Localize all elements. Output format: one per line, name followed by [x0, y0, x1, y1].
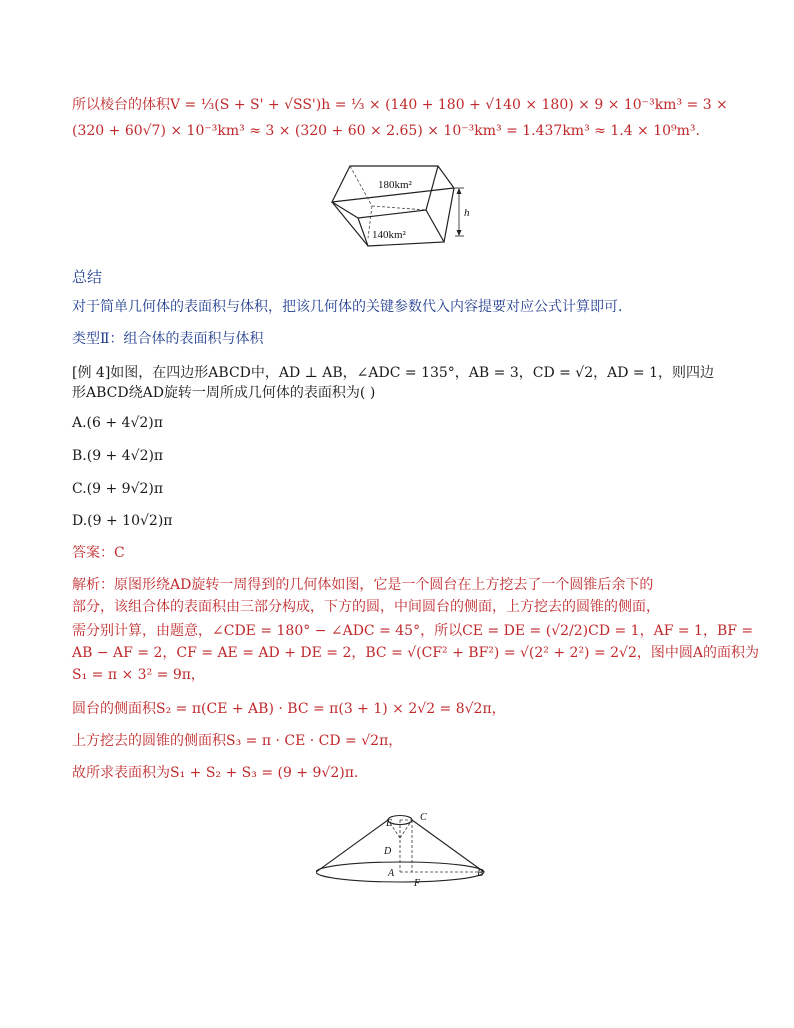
summary-heading: 总结: [72, 268, 103, 286]
example-line-2: 形ABCD绕AD旋转一周所成几何体的表面积为( ): [72, 385, 376, 401]
frustum-bottom-label: 140km²: [372, 229, 406, 241]
volume-formula-line-2: (320 + 60√7) × 10⁻³km³ ≈ 3 × (320 + 60 × 2.65) × 10⁻³km³ = 1.437km³ ≈ 1.4 × 10⁹m³.: [72, 123, 700, 139]
analysis-line-6: 圆台的侧面积S₂ = π(CE + AB) · BC = π(3 + 1) × 2√2 = 8√2π，: [72, 701, 506, 717]
point-label-c: C: [420, 812, 427, 823]
analysis-line-3: 需分别计算，由题意，∠CDE = 180° − ∠ADC = 45°，所以CE = DE = (√2/2)CD = 1，AF = 1，BF =: [72, 623, 754, 639]
point-label-b: B: [477, 868, 484, 879]
frustum-figure: [328, 158, 474, 254]
point-label-e: E: [386, 818, 393, 829]
analysis-line-1: 解析：原图形绕AD旋转一周得到的几何体如图，它是一个圆台在上方挖去了一个圆锥后余下的: [72, 577, 654, 593]
option-a: A.(6 + 4√2)π: [72, 415, 163, 431]
summary-text: 对于简单几何体的表面积与体积，把该几何体的关键参数代入内容提要对应公式计算即可.: [72, 299, 623, 315]
option-d: D.(9 + 10√2)π: [72, 513, 173, 529]
option-c: C.(9 + 9√2)π: [72, 481, 164, 497]
point-label-d: D: [384, 846, 392, 857]
section-title: 类型Ⅱ：组合体的表面积与体积: [72, 331, 264, 347]
example-line-1: [例 4]如图，在四边形ABCD中，AD ⊥ AB，∠ADC = 135°，AB = 3，CD = √2，AD = 1，则四边: [72, 365, 715, 381]
answer-text: 答案：C: [72, 545, 125, 561]
point-label-f: F: [414, 878, 421, 889]
analysis-line-4: AB − AF = 2，CF = AE = AD + DE = 2，BC = √(CF² + BF²) = √(2² + 2²) = 2√2，图中圆A的面积为: [72, 645, 759, 661]
cone-figure: [316, 808, 496, 890]
analysis-line-2: 部分，该组合体的表面积由三部分构成，下方的圆，中间圆台的侧面，上方挖去的圆锥的侧面，: [72, 599, 660, 615]
analysis-line-7: 上方挖去的圆锥的侧面积S₃ = π · CE · CD = √2π，: [72, 733, 403, 749]
frustum-top-label: 180km²: [378, 179, 412, 191]
frustum-height-label: h: [464, 207, 470, 219]
analysis-line-5: S₁ = π × 3² = 9π，: [72, 667, 205, 683]
point-label-a: A: [388, 868, 395, 879]
option-b: B.(9 + 4√2)π: [72, 448, 164, 464]
volume-formula-line-1: 所以棱台的体积V = ⅓(S + S' + √SS')h = ⅓ × (140 + 180 + √140 × 180) × 9 × 10⁻³km³ = 3 ×: [72, 97, 728, 113]
analysis-line-8: 故所求表面积为S₁ + S₂ + S₃ = (9 + 9√2)π.: [72, 765, 359, 781]
